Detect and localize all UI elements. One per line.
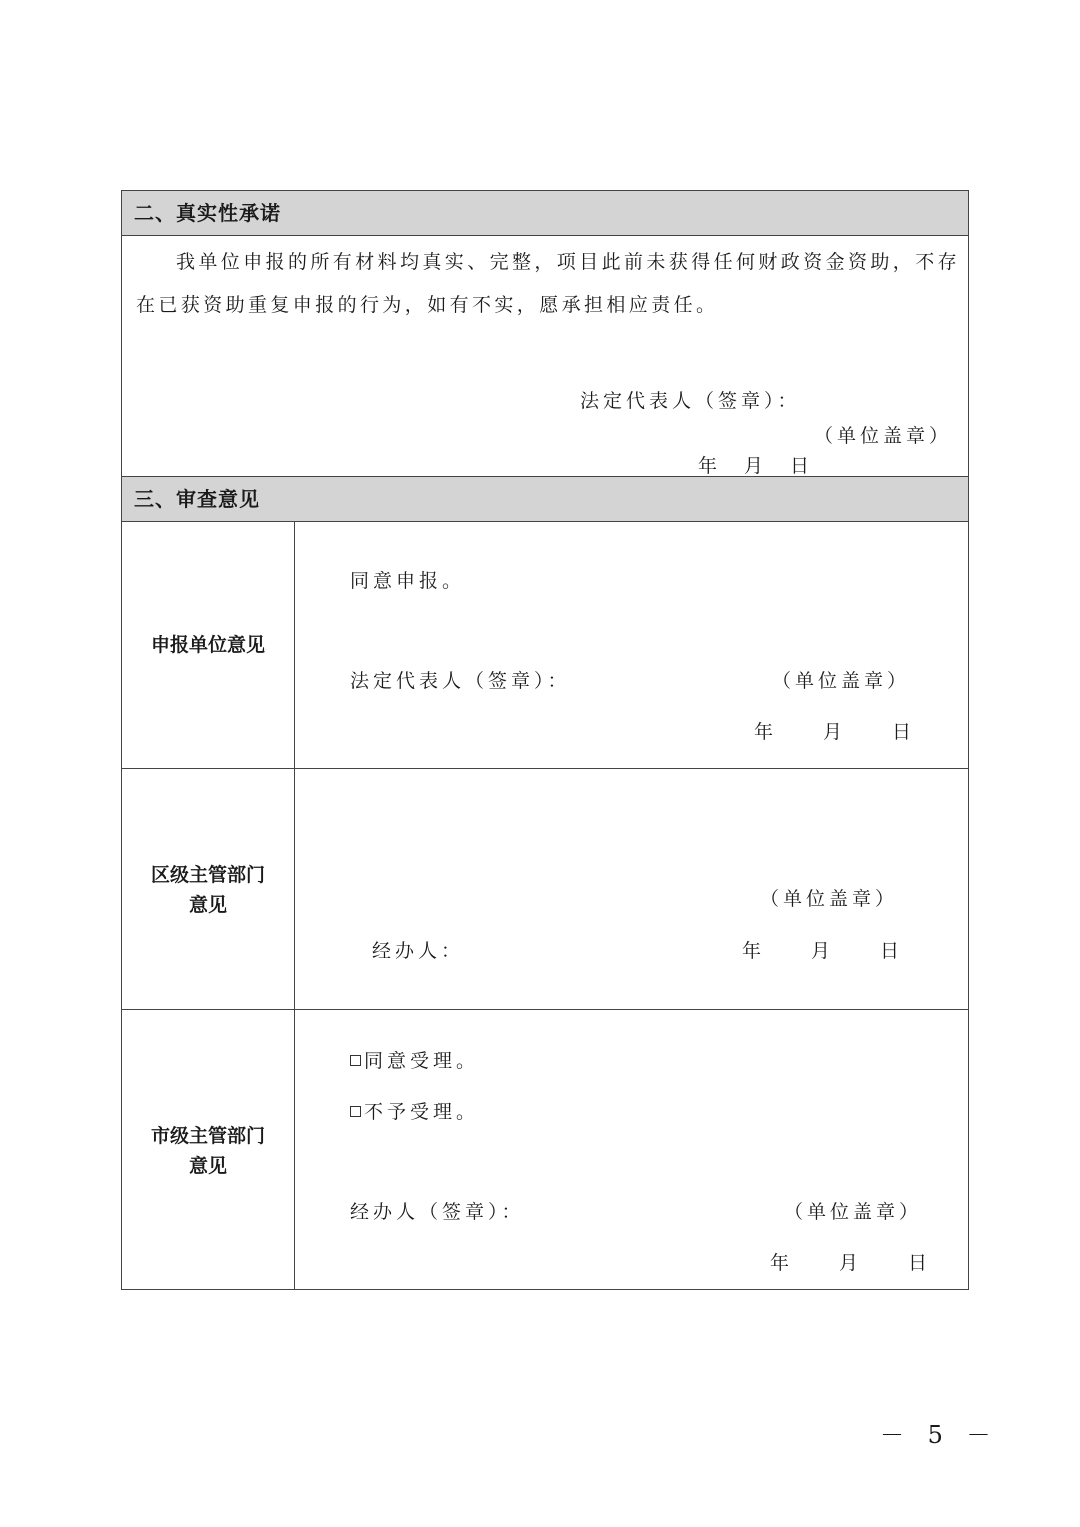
section-truthfulness-header: 二、真实性承诺 [122,191,968,235]
applicant-opinion-text: 同意申报。 [350,570,466,592]
applicant-date: 年 月 日 [754,721,916,743]
column-divider [294,521,295,1289]
district-handler-label: 经办人： [372,940,465,962]
city-seal-label: （单位盖章） [784,1201,923,1223]
city-reject-option[interactable] [350,1097,479,1124]
district-seal-label: （单位盖章） [760,888,899,910]
checkbox-icon[interactable] [350,1055,361,1066]
district-opinion-label [122,860,294,920]
application-form-table [121,190,969,1290]
unit-seal-label: （单位盖章） [814,425,953,447]
legal-representative-signature-label: 法定代表人（签章）： [580,390,801,412]
divider [122,521,968,522]
city-opinion-label-line1: 市级主管部门 [150,1125,265,1147]
checkbox-icon[interactable] [350,1106,361,1117]
signature-date: 年 月 日 [698,455,814,477]
applicant-opinion-label: 申报单位意见 [150,634,265,656]
city-accept-option[interactable] [350,1046,479,1073]
divider [122,235,968,236]
district-opinion-label-line1: 区级主管部门 [150,864,265,886]
city-opinion-label-line2: 意见 [188,1155,227,1177]
applicant-legal-rep-label: 法定代表人（签章）： [350,670,571,692]
city-opinion-label [122,1121,294,1181]
district-date: 年 月 日 [742,940,904,962]
applicant-seal-label: （单位盖章） [772,670,911,692]
divider [122,1009,968,1010]
divider [122,768,968,769]
city-date: 年 月 日 [770,1252,932,1274]
city-reject-option-label: 不予受理。 [364,1101,480,1123]
page-number: － 5 － [880,1421,999,1449]
city-handler-label: 经办人（签章）： [350,1201,525,1223]
truthfulness-statement: 我单位申报的所有材料均真实、完整，项目此前未获得任何财政资金资助，不存在已获资助重复申报的行为，如有不实，愿承担相应责任。 [136,251,961,316]
district-opinion-label-line2: 意见 [188,894,227,916]
section-review-header: 三、审查意见 [122,477,968,521]
city-accept-option-label: 同意受理。 [364,1050,480,1072]
